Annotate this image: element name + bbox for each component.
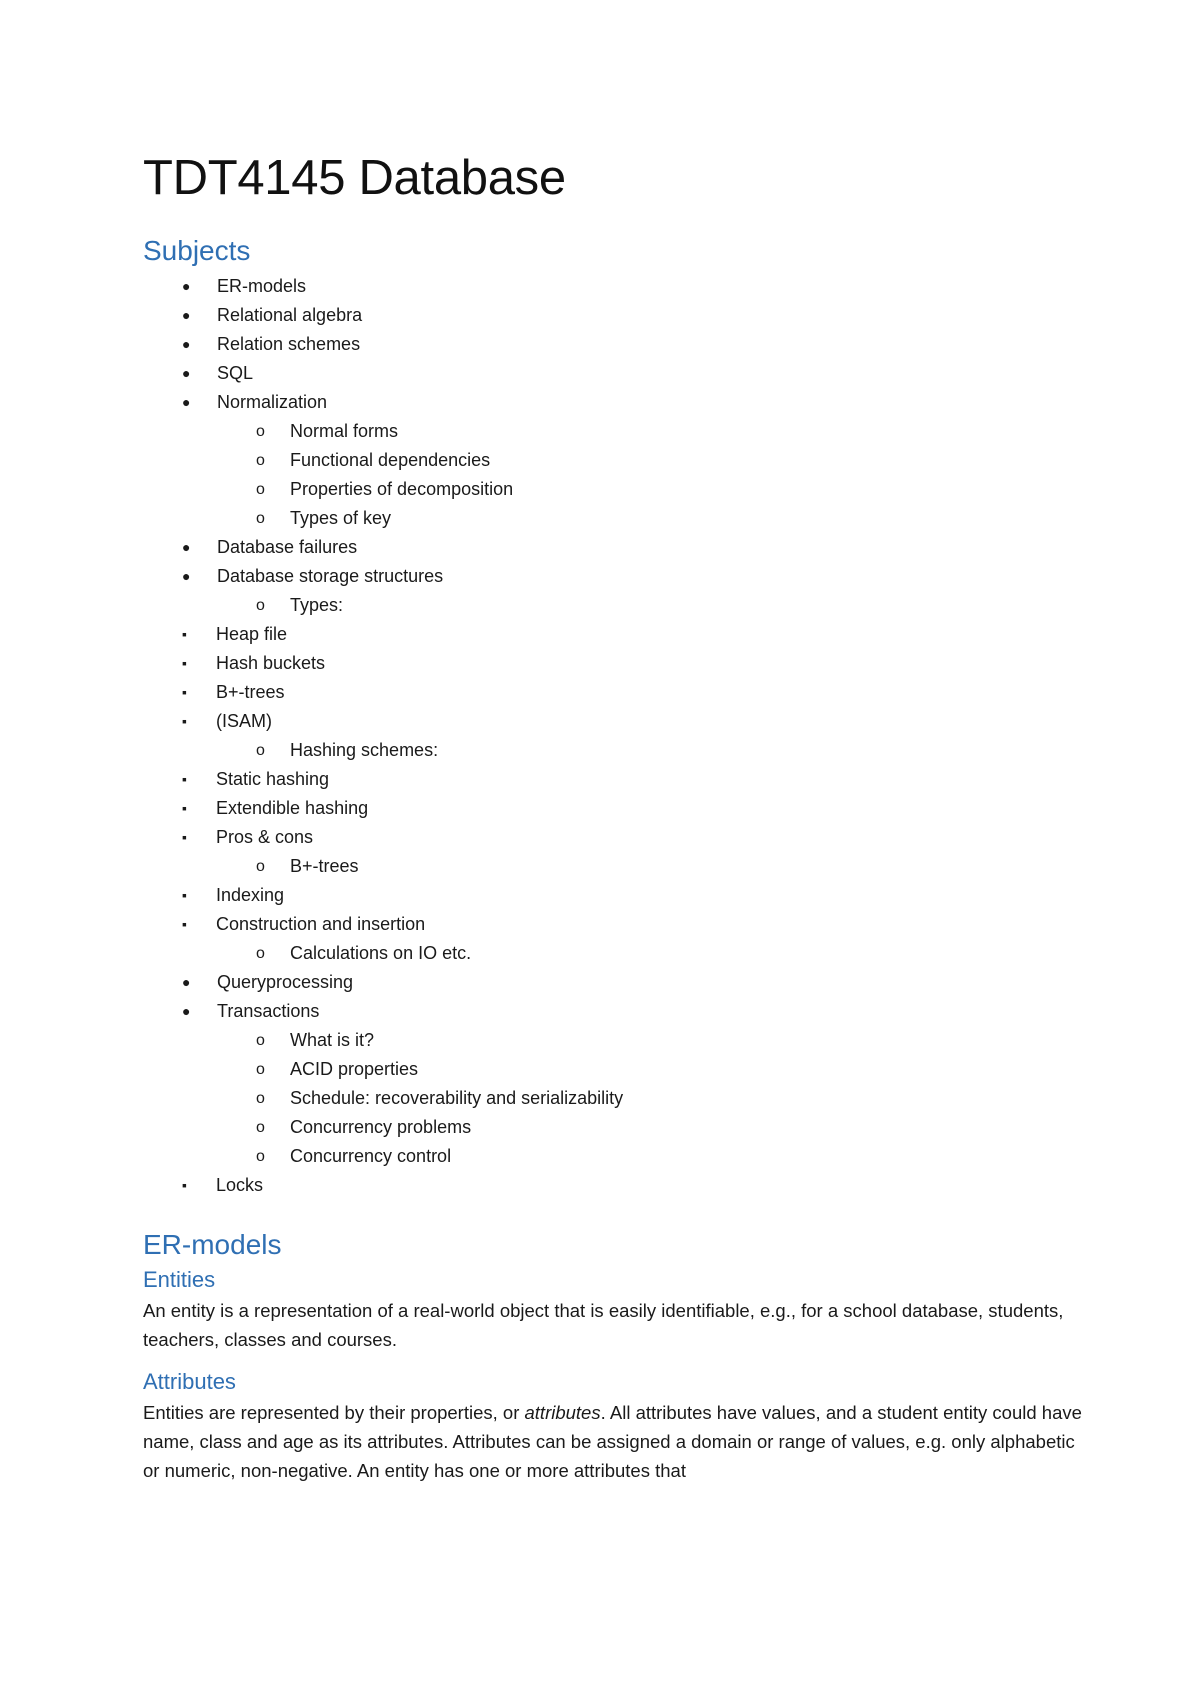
subject-item	[143, 330, 1083, 359]
subject-item-label: Locks	[216, 1175, 264, 1195]
bullet-disc-icon: ●	[182, 568, 191, 584]
subject-item	[143, 388, 1083, 533]
subject-item-label: B+-trees	[216, 682, 285, 702]
bullet-circle-icon: o	[256, 481, 265, 498]
subject-item	[0, 649, 1083, 678]
subject-item-label: Normal forms	[290, 421, 399, 441]
subject-sublist	[143, 1026, 1083, 1200]
subject-item-label: Calculations on IO etc.	[290, 943, 472, 963]
subject-sublist	[0, 1171, 1083, 1200]
subject-sublist	[143, 591, 1083, 968]
bullet-square-icon: ▪	[182, 713, 187, 729]
subject-item	[0, 794, 1083, 823]
attributes-heading: Attributes	[143, 1369, 236, 1394]
subject-item	[143, 736, 1083, 852]
subject-item-label: Indexing	[216, 885, 285, 905]
bullet-circle-icon: o	[256, 423, 265, 440]
subject-item-label: Construction and insertion	[216, 914, 426, 934]
bullet-square-icon: ▪	[182, 771, 187, 787]
entities-heading: Entities	[143, 1267, 216, 1292]
bullet-disc-icon: ●	[182, 1003, 191, 1019]
subject-item-label: Pros & cons	[216, 827, 314, 847]
subject-item-label: Concurrency problems	[290, 1117, 472, 1137]
subject-item	[143, 272, 1083, 301]
bullet-square-icon: ▪	[182, 1177, 187, 1193]
attributes-text-before: Entities are represented by their properties, or	[143, 1402, 525, 1423]
entities-paragraph: An entity is a representation of a real-world object that is easily identifiable, e.g., for a school database, students, teachers, classes and courses.	[143, 1300, 1064, 1350]
bullet-circle-icon: o	[256, 1061, 265, 1078]
subject-item	[143, 562, 1083, 968]
er-models-heading: ER-models	[143, 1229, 282, 1260]
subject-sublist	[0, 765, 1083, 852]
subject-item-label: Normalization	[217, 392, 328, 412]
subject-item	[143, 939, 1083, 968]
subject-item	[0, 1171, 1083, 1200]
subject-item-label: Database failures	[217, 537, 358, 557]
bullet-circle-icon: o	[256, 452, 265, 469]
bullet-square-icon: ▪	[182, 887, 187, 903]
subject-item	[143, 1084, 1083, 1113]
bullet-square-icon: ▪	[182, 626, 187, 642]
subject-item-label: Extendible hashing	[216, 798, 369, 818]
subject-item-label: Concurrency control	[290, 1146, 452, 1166]
subject-item-label: Static hashing	[216, 769, 330, 789]
er-models-section	[143, 1228, 1083, 1485]
document-page	[143, 148, 1083, 1499]
subject-item-label: ER-models	[217, 276, 307, 296]
bullet-circle-icon: o	[256, 1119, 265, 1136]
subject-item	[143, 533, 1083, 562]
bullet-disc-icon: ●	[182, 307, 191, 323]
subject-item	[143, 475, 1083, 504]
bullet-square-icon: ▪	[182, 684, 187, 700]
attributes-text-after: . All attributes have values, and a student entity could have name, class and age as its attributes. Attributes can be assigned a domain or range of values, e.g. only alphabetic or numeric, non-negative. An entity has one or more attributes that	[143, 1402, 1082, 1481]
subject-item	[143, 1055, 1083, 1084]
bullet-circle-icon: o	[256, 1032, 265, 1049]
subject-item	[0, 707, 1083, 736]
subject-item-label: Properties of decomposition	[290, 479, 514, 499]
bullet-circle-icon: o	[256, 1148, 265, 1165]
subjects-list	[143, 272, 1083, 1200]
subject-item-label: ACID properties	[290, 1059, 419, 1079]
bullet-disc-icon: ●	[182, 278, 191, 294]
subject-item-label: Heap file	[216, 624, 288, 644]
subject-item	[143, 1026, 1083, 1055]
subject-item	[0, 678, 1083, 707]
bullet-circle-icon: o	[256, 510, 265, 527]
subject-item	[0, 620, 1083, 649]
subject-item	[143, 852, 1083, 939]
subject-item	[143, 1142, 1083, 1200]
subject-sublist	[0, 620, 1083, 736]
subject-item-label: B+-trees	[290, 856, 359, 876]
attributes-emphasis: attributes	[524, 1402, 601, 1423]
bullet-square-icon: ▪	[182, 800, 187, 816]
bullet-square-icon: ▪	[182, 916, 187, 932]
bullet-square-icon: ▪	[182, 655, 187, 671]
subject-item	[0, 823, 1083, 852]
bullet-circle-icon: o	[256, 945, 265, 962]
bullet-disc-icon: ●	[182, 336, 191, 352]
subject-item-label: SQL	[217, 363, 254, 383]
subject-item-label: Types:	[290, 595, 344, 615]
subject-item	[0, 910, 1083, 939]
subject-item	[143, 591, 1083, 736]
bullet-disc-icon: ●	[182, 539, 191, 555]
subject-item	[143, 968, 1083, 997]
bullet-circle-icon: o	[256, 597, 265, 614]
subject-item-label: Functional dependencies	[290, 450, 491, 470]
subject-item-label: Types of key	[290, 508, 392, 528]
bullet-circle-icon: o	[256, 742, 265, 759]
subject-item-label: Transactions	[217, 1001, 320, 1021]
subject-item-label: Relation schemes	[217, 334, 361, 354]
subject-item	[143, 359, 1083, 388]
subject-item-label: Database storage structures	[217, 566, 444, 586]
subject-item	[143, 997, 1083, 1200]
subject-item	[0, 765, 1083, 794]
subject-item-label: Schedule: recoverability and serializability	[290, 1088, 624, 1108]
attributes-paragraph	[143, 1398, 1083, 1485]
subject-sublist	[0, 881, 1083, 939]
subject-item-label: Hash buckets	[216, 653, 326, 673]
bullet-circle-icon: o	[256, 858, 265, 875]
subject-item-label: Hashing schemes:	[290, 740, 439, 760]
subject-item	[143, 417, 1083, 446]
subject-item	[143, 1113, 1083, 1142]
bullet-circle-icon: o	[256, 1090, 265, 1107]
subject-sublist	[143, 417, 1083, 533]
subject-item	[143, 504, 1083, 533]
bullet-square-icon: ▪	[182, 829, 187, 845]
subjects-heading: Subjects	[143, 235, 251, 266]
bullet-disc-icon: ●	[182, 974, 191, 990]
subject-item-label: Relational algebra	[217, 305, 363, 325]
subject-item	[0, 881, 1083, 910]
subject-item-label: What is it?	[290, 1030, 375, 1050]
bullet-disc-icon: ●	[182, 365, 191, 381]
subject-item-label: (ISAM)	[216, 711, 272, 731]
subject-item	[143, 446, 1083, 475]
bullet-disc-icon: ●	[182, 394, 191, 410]
subject-item	[143, 301, 1083, 330]
document-title: TDT4145 Database	[143, 151, 566, 205]
subject-item-label: Queryprocessing	[217, 972, 354, 992]
